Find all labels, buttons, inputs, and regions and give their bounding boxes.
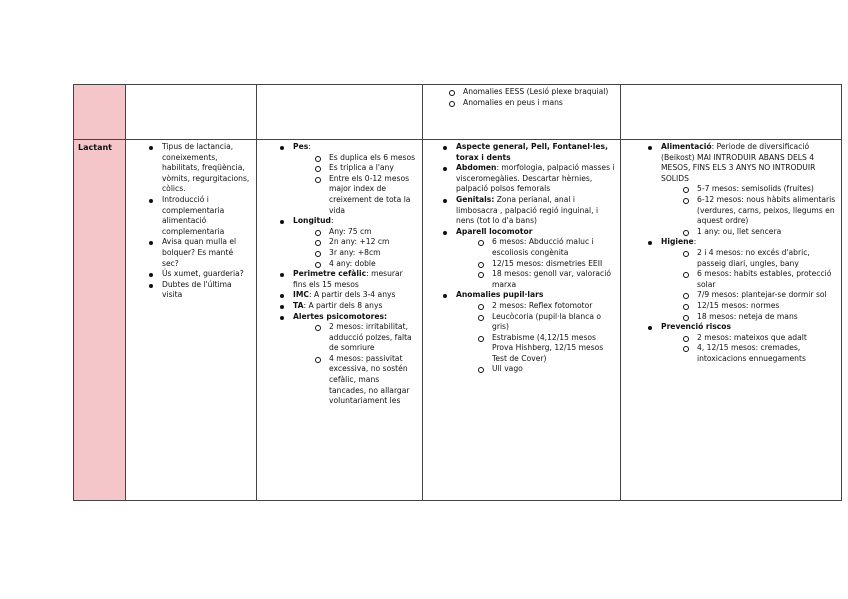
list-item: Avisa quan mulla el bolquer? Es manté sec? — [130, 237, 252, 269]
list-item-alertes — [261, 312, 418, 407]
bullet-list — [424, 142, 616, 375]
list-item-prevencio — [629, 322, 837, 364]
item-text: : A partir dels 3-4 anys — [308, 290, 396, 300]
item-heading: Aparell locomotor — [456, 226, 533, 236]
item-text: : morfologia, palpació masses i visceromegàlies. Descartar hèrnies, palpació polsos femorals — [456, 163, 615, 194]
sub-list-item: 12/15 mesos: normes — [661, 301, 837, 312]
item-heading: Genitals: — [456, 194, 495, 204]
pediatric-checkup-table — [73, 84, 842, 501]
sub-list-item: 4 any: doble — [293, 259, 418, 270]
item-heading: Prevenció riscos — [661, 322, 732, 332]
sub-list-item: Entre els 0-12 mesos major index de creixement de tota la vida — [293, 174, 418, 216]
sub-list-item: 7/9 mesos: plantejar-se dormir sol — [661, 290, 837, 301]
sub-list — [293, 322, 418, 407]
sub-list — [293, 227, 418, 269]
list-item: Anomalies EESS (Lesió plexe braquial) — [427, 87, 616, 98]
list-item: Tipus de lactancia, coneixements, habilitats, freqüència, vòmits, regurgitacions, còlics. — [130, 142, 252, 195]
item-heading: TA — [293, 300, 304, 310]
list-item: Dubtes de l'última visita — [130, 280, 252, 301]
sub-list-item: 6 mesos: habits estables, protecció solar — [661, 269, 837, 290]
row-label-cell-empty — [74, 85, 126, 140]
item-heading: Anomalies pupil·lars — [456, 290, 544, 300]
educacio-cell — [621, 140, 842, 501]
list-item-aparell — [424, 227, 616, 291]
sub-list-item: 2 mesos: irritabilitat, adducció polzes, falta de somriure — [293, 322, 418, 354]
row-label-cell — [74, 140, 126, 501]
sub-list-item: Es duplica els 6 mesos — [293, 153, 418, 164]
exploracio-cell-continued — [423, 85, 621, 140]
item-text: : mesurar fins els 15 mesos — [293, 269, 403, 289]
item-text: : Periode de diversificació (Beikost) MAI INTRODUIR ABANS DELS 4 MESOS, FINS ELS 3 ANYS NO INTRODUIR SOLIDS — [661, 142, 816, 183]
sub-list-item: 4 mesos: passivitat excessiva, no sostén cefàlic, mans tancades, no allargar voluntariament les — [293, 354, 418, 407]
sub-list — [456, 301, 616, 375]
somatometria-cell — [257, 140, 423, 501]
item-heading: Abdomen — [456, 163, 497, 173]
list-item-abdomen — [424, 163, 616, 195]
sub-list — [456, 237, 616, 290]
bullet-list — [629, 142, 837, 364]
list-item-imc — [261, 290, 418, 301]
sub-list-item: Leucòcoria (pupil·la blanca o gris) — [456, 312, 616, 333]
sub-list-item: 18 mesos: neteja de mans — [661, 312, 837, 323]
item-heading: IMC — [293, 290, 309, 300]
sub-list-item: 6 mesos: Abducció maluc i escoliosis congènita — [456, 237, 616, 258]
sub-list-item: 2 mesos: mateixos que adalt — [661, 333, 837, 344]
item-separator: : — [330, 216, 334, 226]
sub-list-item: 18 mesos: genoll var, valoració marxa — [456, 269, 616, 290]
list-item-perimetre — [261, 269, 418, 290]
table-row-previous — [74, 85, 842, 140]
list-item: Ús xumet, guarderia? — [130, 269, 252, 280]
item-heading: Longitud — [293, 216, 331, 226]
item-separator: : — [308, 142, 311, 151]
sub-list-item: 5-7 mesos: semisolids (fruites) — [661, 184, 837, 195]
sub-list — [293, 153, 418, 217]
cell-empty — [126, 85, 257, 140]
item-separator: : — [693, 237, 697, 247]
item-heading: Aspecte general, Pell, Fontanel·les, torax i dents — [456, 142, 608, 162]
sub-list — [661, 248, 837, 322]
bullet-list — [261, 142, 418, 407]
list-item-aspecte — [424, 142, 616, 163]
bullet-list — [130, 142, 252, 301]
row-label: Lactant — [78, 143, 112, 152]
list-item-longitud — [261, 216, 418, 269]
item-heading: Perimetre cefàlic — [293, 269, 367, 279]
sub-list-item: 1 any: ou, llet sencera — [661, 227, 837, 238]
sub-list-item: 2 mesos: Reflex fotomotor — [456, 301, 616, 312]
item-heading: Pes — [293, 142, 309, 151]
sub-list-item: 6-12 mesos: nous hàbits alimentaris (verdures, carns, peixos, llegums en aquest ordre) — [661, 195, 837, 227]
list-item-ta — [261, 301, 418, 312]
sub-list-item: 12/15 mesos: dismetries EEII — [456, 259, 616, 270]
anamnesi-cell — [126, 140, 257, 501]
item-heading: Alimentació — [661, 142, 712, 151]
list-item: Introducció i complementaria alimentació complementaria — [130, 195, 252, 237]
list-item-higiene — [629, 237, 837, 322]
sub-list-item: Estrabisme (4,12/15 mesos Prova Hishberg, 12/15 mesos Test de Cover) — [456, 333, 616, 365]
table-row-lactant — [74, 140, 842, 501]
item-heading: Alertes psicomotores: — [293, 311, 388, 321]
list-item-genitals — [424, 195, 616, 227]
cell-empty — [621, 85, 842, 140]
item-text: : A partir dels 8 anys — [303, 300, 383, 310]
item-heading: Higiene — [661, 237, 694, 247]
sub-list-item: Es triplica a l'any — [293, 163, 418, 174]
sub-list — [427, 87, 616, 108]
sub-list-item: Ull vago — [456, 364, 616, 375]
list-item-pes — [261, 142, 418, 216]
list-item-anomalies — [424, 290, 616, 375]
list-item: Anomalies en peus i mans — [427, 98, 616, 109]
cell-empty — [257, 85, 423, 140]
sub-list-item: Any: 75 cm — [293, 227, 418, 238]
sub-list-item: 2 i 4 mesos: no excés d'abric, passeig diari, ungles, bany — [661, 248, 837, 269]
sub-list — [661, 333, 837, 365]
sub-list-item: 3r any: +8cm — [293, 248, 418, 259]
sub-list-item: 2n any: +12 cm — [293, 237, 418, 248]
item-text: Zona perianal, anal i limbosacra , palpació regió inguinal, i nens (tot lo d'a bans) — [456, 194, 599, 226]
sub-list-item: 4, 12/15 mesos: cremades, intoxicacions ennuegaments — [661, 343, 837, 364]
exploracio-cell — [423, 140, 621, 501]
sub-list — [661, 184, 837, 237]
list-item-alimentacio — [629, 142, 837, 237]
